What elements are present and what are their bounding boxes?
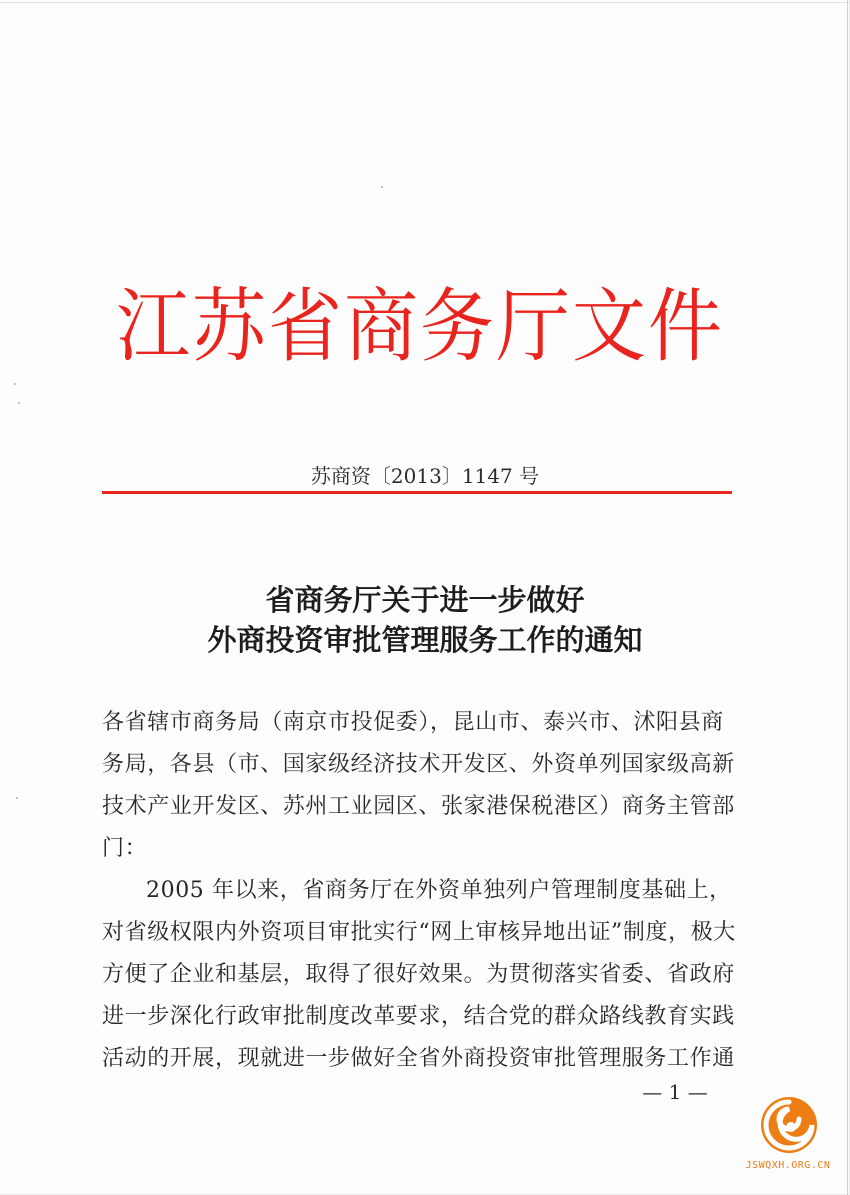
notice-body (102, 702, 742, 1080)
body-line: 活动的开展，现就进一步做好全省外商投资审批管理服务工作通 (102, 1046, 735, 1071)
site-logo-icon (754, 1094, 824, 1156)
red-divider (102, 491, 732, 494)
notice-title-line-1: 省商务厅关于进一步做好 (265, 583, 585, 617)
scan-speck (381, 186, 383, 188)
document-number: 苏商资〔2013〕1147 号 (310, 464, 540, 488)
body-line: 对省级权限内外资项目审批实行“网上审核异地出证”制度，极大 (102, 920, 736, 945)
site-watermark-text: JSWQXH.ORG.CN (745, 1160, 831, 1171)
body-line: 务局，各县（市、国家级经济技术开发区、外资单列国家级高新 (102, 752, 735, 777)
body-line: 进一步深化行政审批制度改革要求，结合党的群众路线教育实践 (102, 1004, 735, 1029)
notice-title-line-2: 外商投资审批管理服务工作的通知 (207, 623, 643, 657)
scan-speck (16, 797, 18, 799)
page-number: — 1 — (642, 1080, 708, 1104)
scan-edge-top (0, 2, 850, 3)
masthead-title: 江苏省商务厅文件 (116, 280, 724, 374)
body-line: 2005 年以来，省商务厅在外资单独列户管理制度基础上， (146, 878, 732, 903)
body-line: 各省辖市商务局（南京市投促委），昆山市、泰兴市、沭阳县商 (102, 710, 724, 735)
scan-speck (14, 383, 16, 385)
body-line: 门： (102, 836, 148, 861)
body-line: 方便了企业和基层，取得了很好效果。为贯彻落实省委、省政府 (102, 962, 735, 987)
body-line: 技术产业开发区、苏州工业园区、张家港保税港区）商务主管部 (102, 794, 735, 819)
scan-speck (18, 402, 20, 404)
